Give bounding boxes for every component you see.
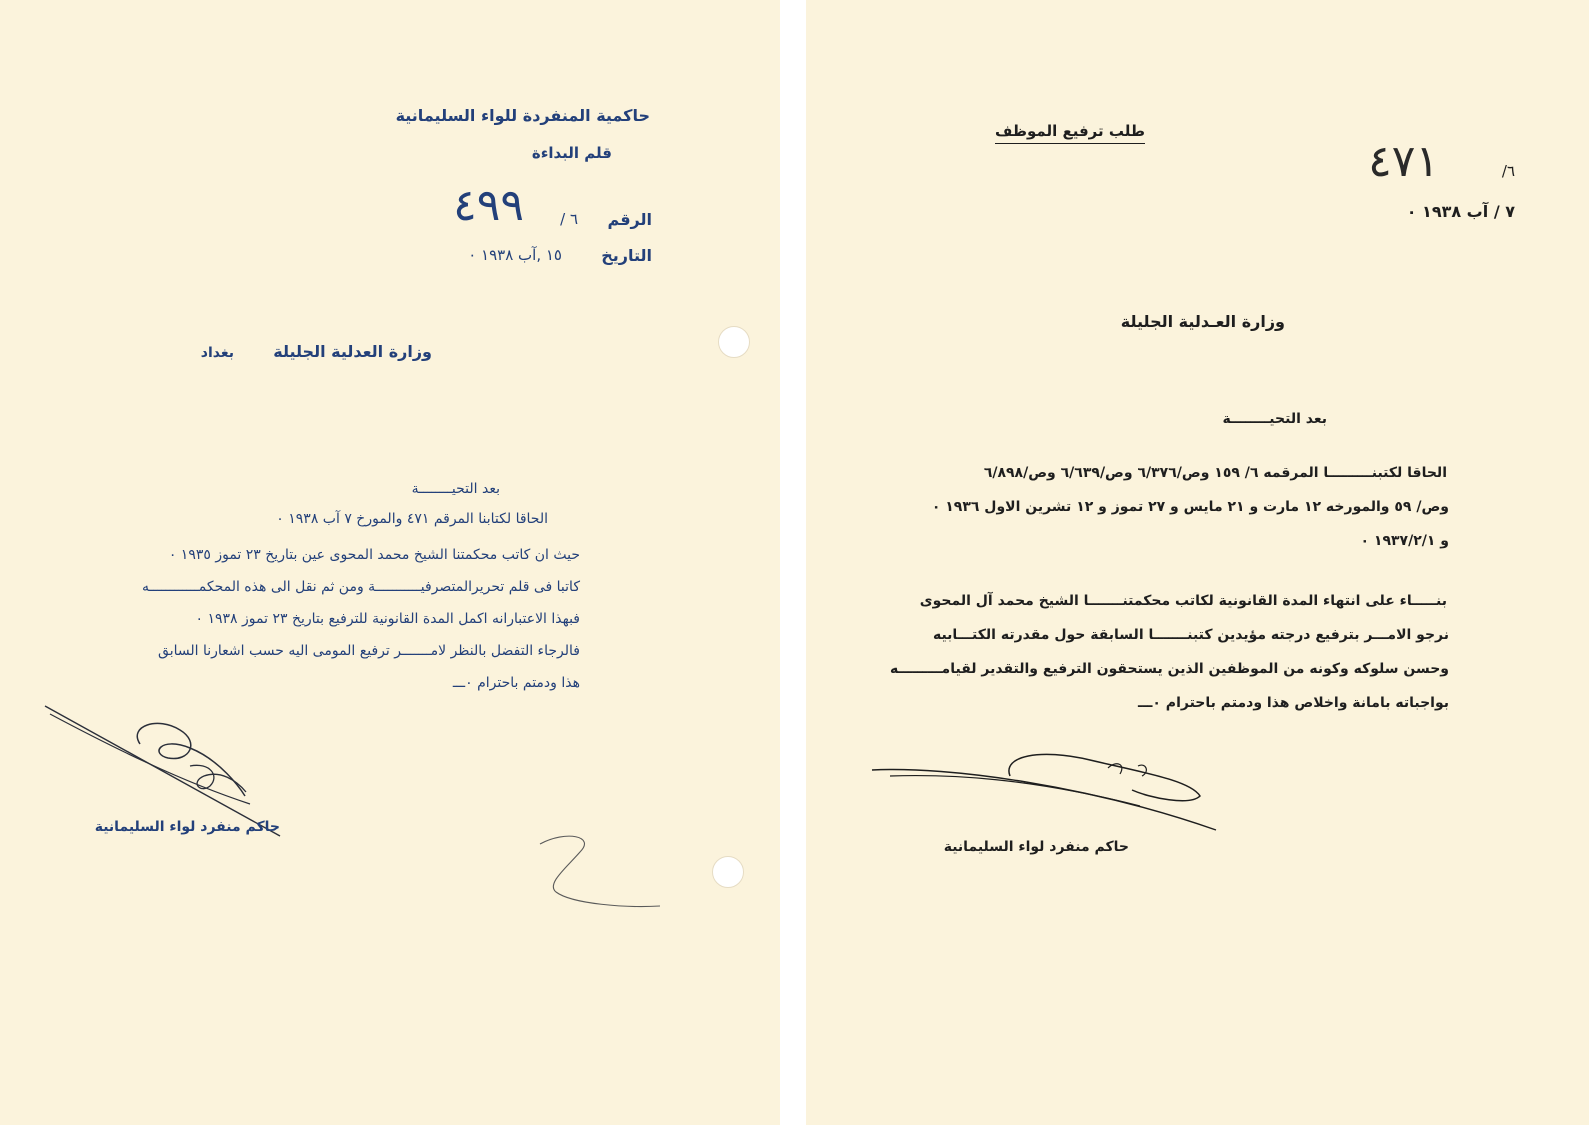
left-header-department: قلم البداءة: [531, 144, 612, 162]
right-date-value: ٧ / آب ١٩٣٨ ٠: [1406, 202, 1515, 221]
left-date-value: ١٥ ,آب ١٩٣٨ ٠: [468, 246, 562, 264]
left-greeting: بعد التحيــــــــة: [411, 481, 500, 497]
left-addressee: وزارة العدلية الجليلة: [273, 342, 432, 361]
left-ref-number-handwritten: ٤٩٩: [453, 180, 524, 231]
left-ref-label: الرقم: [607, 210, 652, 229]
punch-hole-icon: [718, 326, 750, 358]
right-signatory-title: حاكم منفرد لواء السليمانية: [943, 839, 1129, 855]
left-addressee-city: بغداد: [200, 345, 234, 361]
left-date-label: التاريخ: [601, 246, 652, 265]
right-body-line-2: وص/ ٥٩ والمورخه ١٢ مارت و ٢١ مايس و ٢٧ تموز و ١٢ تشرين الاول ١٩٣٦ ٠: [931, 499, 1449, 515]
right-body-line-1: الحاقا لكتبنـــــــــا المرقمه ٦/ ١٥٩ وص/٦/٣٧٦ وص/٦/٦٣٩ وص/٦/٨٩٨: [983, 465, 1447, 481]
left-signatory-title: حاكم منفرد لواء السليمانية: [94, 819, 280, 835]
right-body-line-7: بواجباته بامانة واخلاص هذا ودمتم باحترام ٠ـــ: [1138, 695, 1449, 711]
right-body-line-3: و ١٩٣٧/٢/١ ٠: [1360, 533, 1449, 549]
left-ref-prefix: ٦ /: [560, 210, 578, 228]
right-body-line-5: نرجو الامـــر بترفيع درجته مؤيدين كتبنـــــــا السابقة حول مقدرته الكتـــابيه: [932, 627, 1449, 643]
right-ref-number-handwritten: ٤٧١: [1368, 136, 1439, 187]
left-body-line-3: كاتبا فى قلم تحريرالمتصرفيـــــــــــة ومن ثم نقل الى هذه المحكمــــــــــــه: [142, 579, 580, 595]
right-greeting: بعد التحيــــــــة: [1222, 411, 1327, 427]
left-body-line-1: الحاقا لكتابنا المرقم ٤٧١ والمورخ ٧ آب ١٩٣٨ ٠: [276, 511, 548, 527]
punch-hole-icon: [712, 856, 744, 888]
left-body-line-4: فبهذا الاعتبارانه اكمل المدة القانونية للترفيع بتاريخ ٢٣ تموز ١٩٣٨ ٠: [195, 611, 580, 627]
left-body-line-2: حيث ان كاتب محكمتنا الشيخ محمد المحوى عين بتاريخ ٢٣ تموز ١٩٣٥ ٠: [168, 547, 580, 563]
right-ref-prefix: ٦/: [1501, 162, 1515, 180]
left-body-line-5: فالرجاء التفضل بالنظر لامـــــــر ترفيع المومى اليه حسب اشعارنا السابق: [158, 643, 580, 659]
right-letter-page: [806, 0, 1589, 1125]
pencil-mark: [536, 830, 676, 920]
right-subject: طلب ترفيع الموظف: [995, 124, 1145, 144]
right-signature-graphic: [870, 746, 1220, 836]
left-letter-page: [0, 0, 780, 1125]
right-addressee: وزارة العـدلية الجليلة: [1120, 312, 1285, 331]
left-body-line-6: هذا ودمتم باحترام ٠ـــ: [452, 675, 580, 691]
right-body-line-6: وحسن سلوكه وكونه من الموظفين الذين يستحقون الترفيع والتقدير لقيامـــــــــه: [890, 661, 1449, 677]
left-header-authority: حاكمية المنفردة للواء السليمانية: [395, 106, 650, 125]
right-body-line-4: بنـــــاء على انتهاء المدة القانونية لكاتب محكمتنـــــــا الشيخ محمد آل المحوى: [919, 593, 1447, 609]
